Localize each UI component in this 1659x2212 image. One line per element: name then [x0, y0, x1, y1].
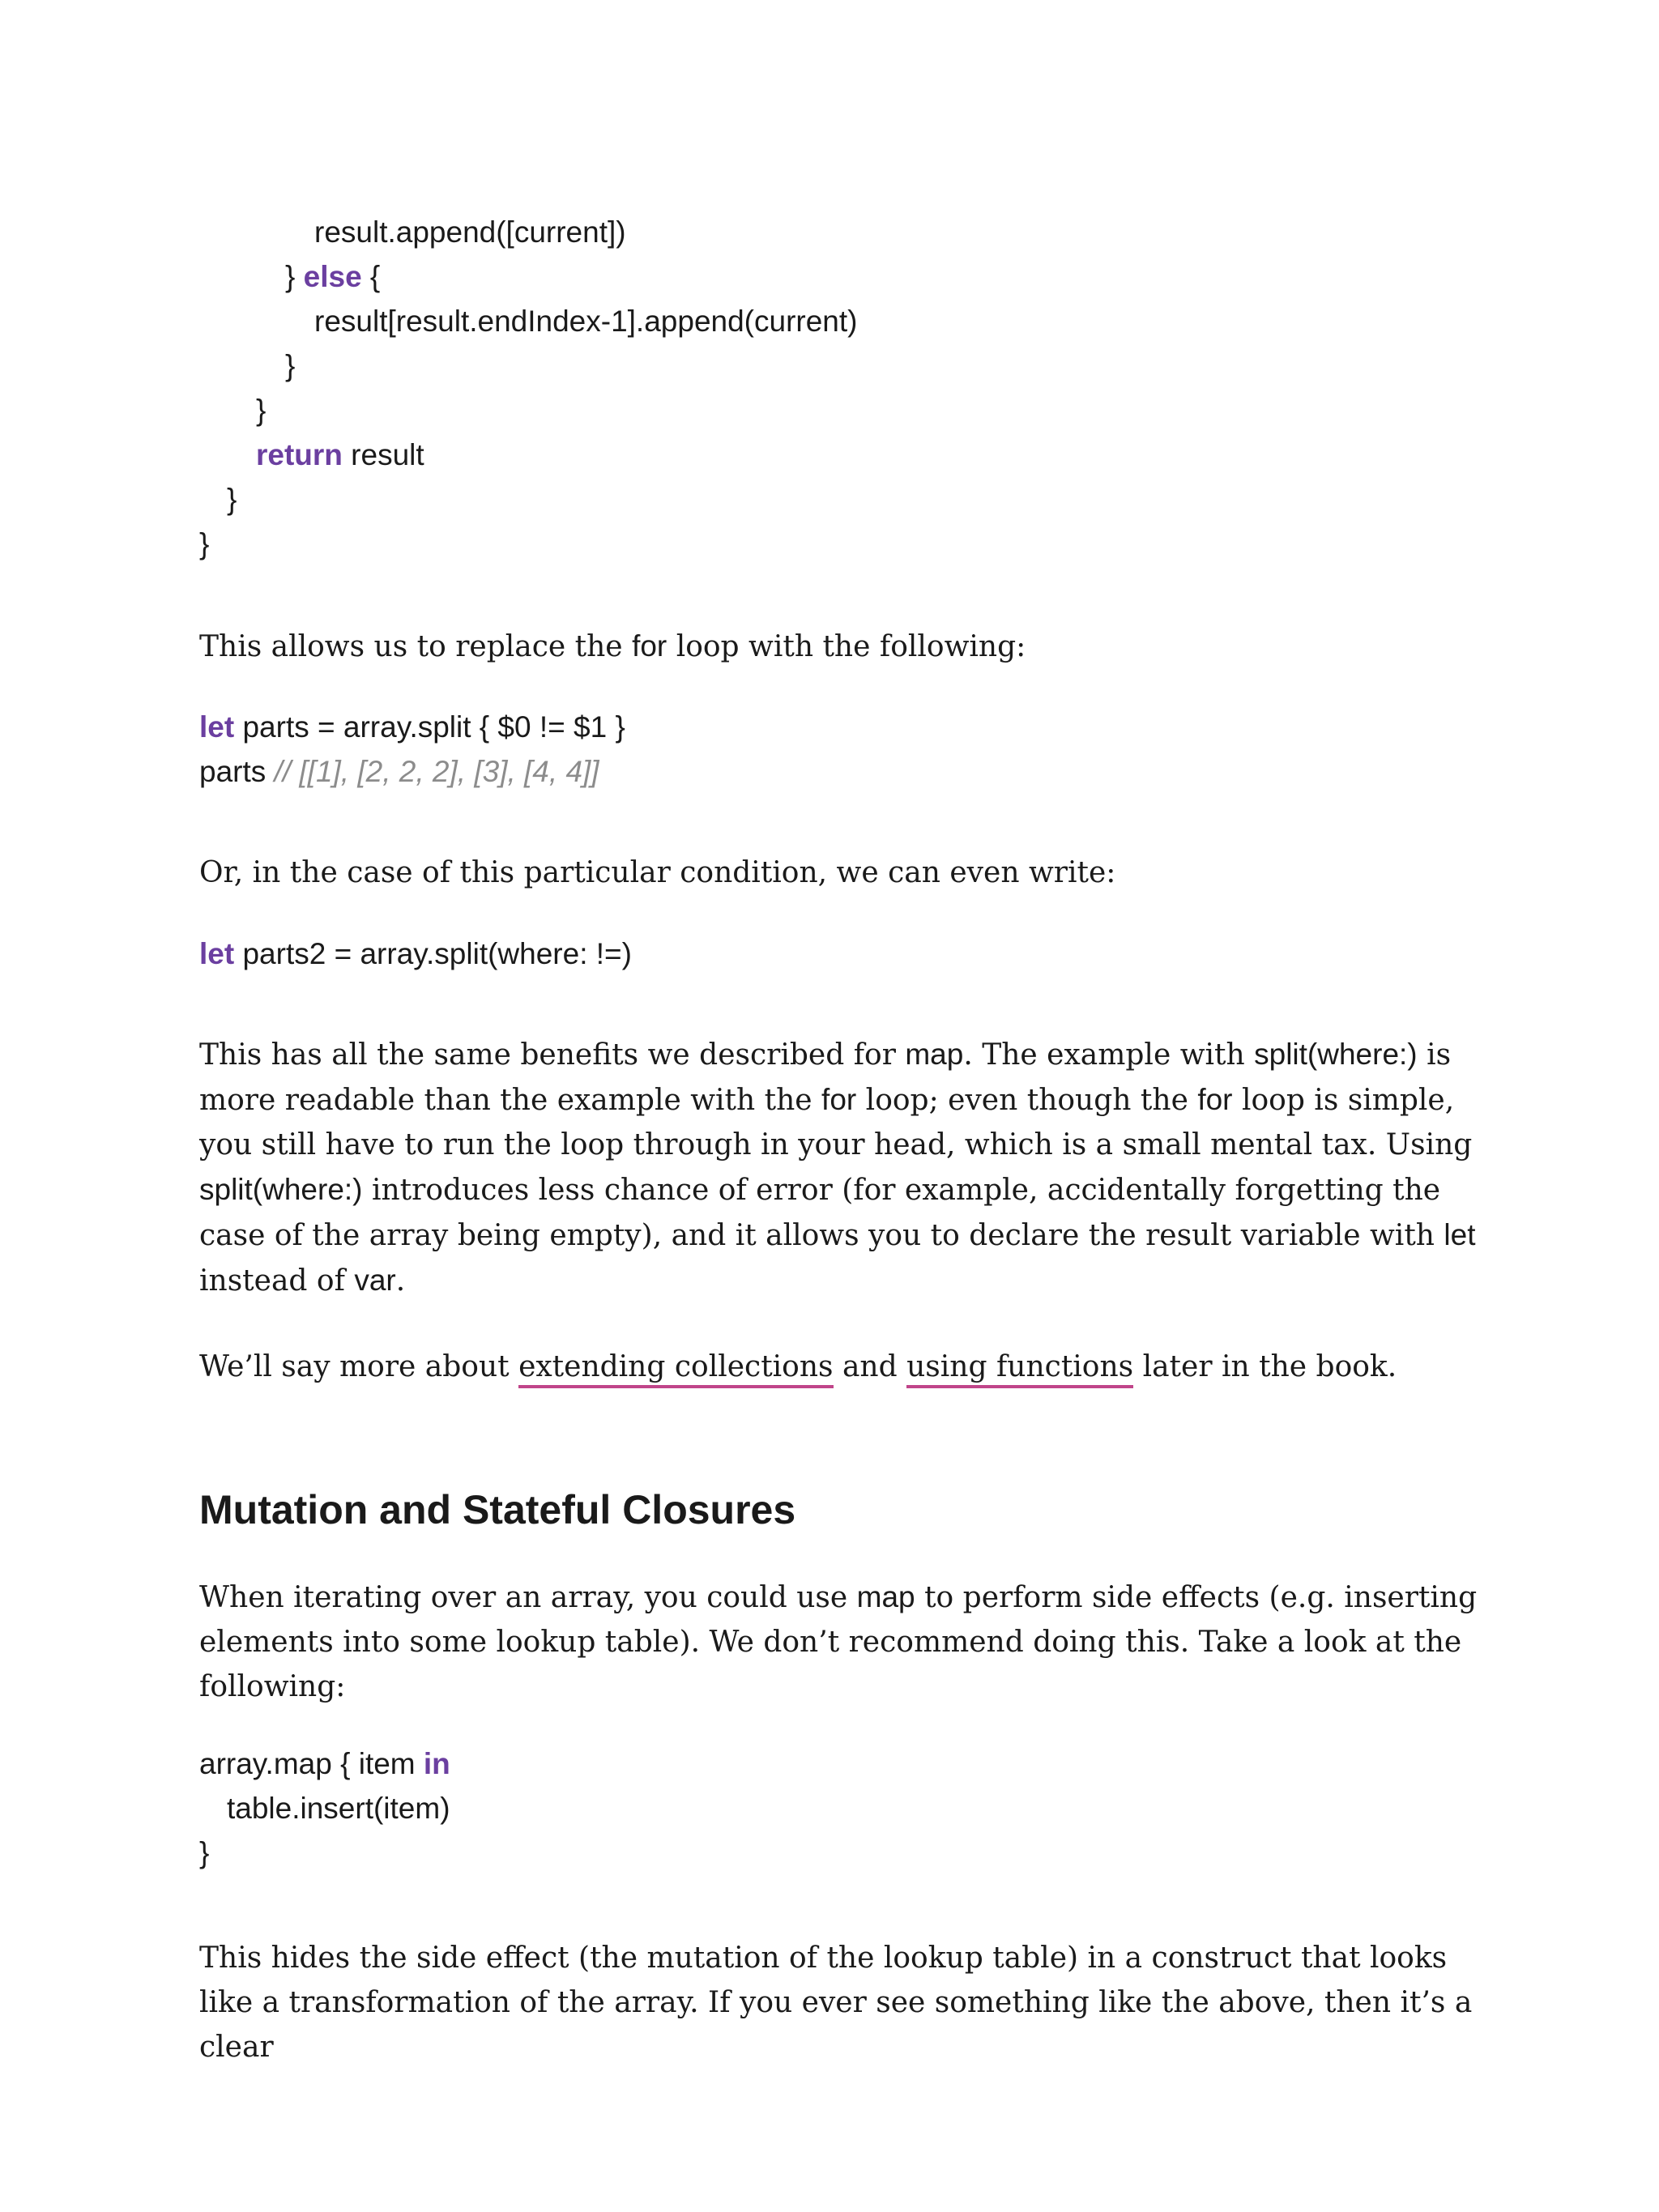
- code-line: }: [285, 349, 296, 382]
- code-line: }: [227, 483, 237, 516]
- text: . The example with: [963, 1038, 1255, 1072]
- code-text: parts2 = array.split(where: !=): [234, 937, 632, 970]
- inline-code: split(where:): [1254, 1038, 1418, 1071]
- text: is more readable than the example with the: [199, 1038, 1452, 1117]
- code-line: result.append([current]): [314, 215, 626, 249]
- code-text: parts = array.split { $0 != $1 }: [234, 710, 625, 744]
- text: and: [833, 1350, 907, 1383]
- link-using-functions[interactable]: using functions: [906, 1350, 1133, 1388]
- code-line: [199, 433, 857, 477]
- code-text: {: [361, 260, 381, 293]
- text: later in the book.: [1133, 1350, 1397, 1383]
- code-line: }: [199, 527, 210, 560]
- paragraph: [199, 624, 1495, 669]
- paragraph: [199, 1032, 1495, 1303]
- inline-code: for: [1197, 1083, 1233, 1116]
- text: loop is simple, you still have to run the loop through in your head, which is a small mental tax. Using: [199, 1084, 1473, 1161]
- text: loop with the following:: [667, 630, 1026, 663]
- paragraph: [199, 1345, 1495, 1389]
- code-block-map-side-effect: [199, 1741, 450, 1875]
- text: We’ll say more about: [199, 1350, 519, 1383]
- code-line: }: [256, 394, 267, 427]
- code-line: table.insert(item): [227, 1792, 450, 1825]
- text: loop; even though the: [856, 1084, 1198, 1117]
- code-block-split-implementation: [199, 210, 857, 566]
- keyword: else: [303, 260, 362, 293]
- text: introduces less chance of error (for example, accidentally forgetting the case of the array being empty), and it allows you to declare the result variable with: [199, 1174, 1444, 1252]
- inline-code: map: [856, 1580, 915, 1613]
- code-line: [199, 1741, 450, 1786]
- code-line: [199, 705, 625, 749]
- inline-code: map: [905, 1038, 964, 1071]
- paragraph: This hides the side effect (the mutation of the lookup table) in a construct that looks like a transformation of the array. If you ever see something like the above, then it’s a clear: [199, 1941, 1473, 2064]
- inline-code: var: [354, 1264, 396, 1297]
- code-line: [199, 254, 857, 299]
- inline-code: split(where:): [199, 1173, 363, 1206]
- code-text: }: [285, 260, 304, 293]
- code-text: parts: [199, 755, 275, 788]
- code-block-split-where: [199, 931, 632, 976]
- code-text: array.map { item: [199, 1747, 424, 1780]
- inline-code: for: [632, 629, 667, 663]
- code-line: result[result.endIndex-1].append(current): [314, 305, 858, 338]
- keyword: in: [423, 1747, 450, 1780]
- keyword: return: [256, 438, 343, 471]
- text: to perform side effects (e.g. inserting elements into some lookup table). We don’t recommend doing this. Take a look at the following:: [199, 1581, 1478, 1703]
- code-line: [199, 931, 632, 976]
- text: .: [395, 1264, 406, 1298]
- keyword: let: [199, 937, 235, 970]
- text: This allows us to replace the: [199, 630, 633, 663]
- code-block-split-usage: [199, 705, 625, 794]
- text: When iterating over an array, you could use: [199, 1581, 857, 1614]
- text: instead of: [199, 1264, 355, 1298]
- link-extending-collections[interactable]: extending collections: [518, 1350, 833, 1388]
- code-comment: // [[1], [2, 2, 2], [3], [4, 4]]: [274, 755, 599, 788]
- section-heading: Mutation and Stateful Closures: [199, 1487, 796, 1532]
- code-line: [199, 749, 625, 794]
- inline-code: for: [821, 1083, 857, 1116]
- paragraph: [199, 1575, 1495, 1709]
- code-text: result: [342, 438, 424, 471]
- code-line: }: [199, 1836, 210, 1869]
- keyword: let: [199, 710, 235, 744]
- inline-code: let: [1444, 1218, 1476, 1251]
- text: This has all the same benefits we described for: [199, 1038, 906, 1072]
- paragraph: Or, in the case of this particular condition, we can even write:: [199, 856, 1116, 889]
